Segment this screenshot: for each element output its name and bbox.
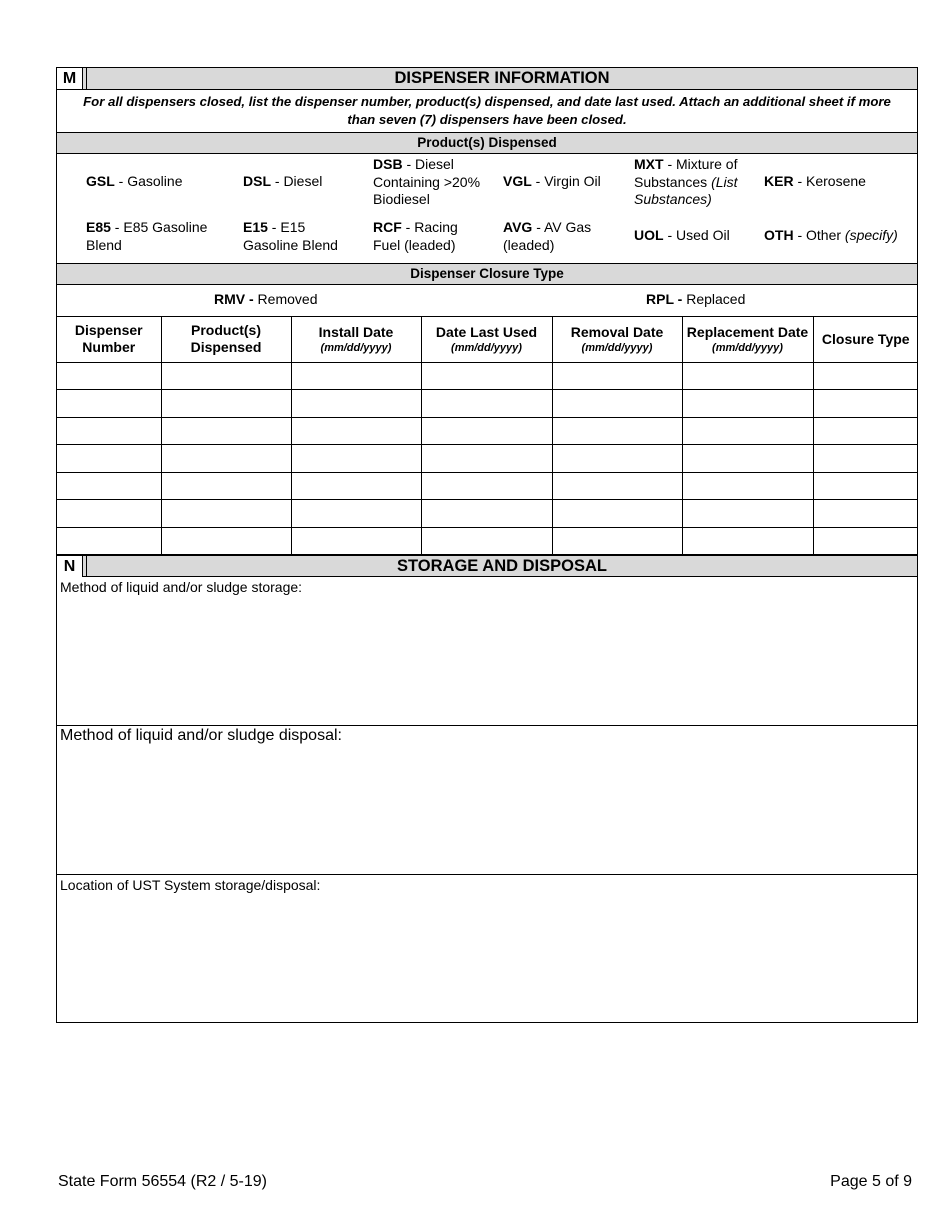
closure-type-cell[interactable] [813, 500, 918, 528]
product-code-item: E15 - E15 Gasoline Blend [243, 219, 338, 253]
product-code-item: OTH - Other (specify) [764, 227, 898, 243]
last-used-cell[interactable] [421, 472, 552, 500]
product-codes-legend [57, 154, 917, 264]
products-cell[interactable] [161, 390, 291, 418]
removal-date-cell[interactable] [552, 500, 682, 528]
field-label: Location of UST System storage/disposal: [60, 877, 321, 893]
table-row [57, 527, 918, 555]
products-cell[interactable] [161, 417, 291, 445]
closure-type-cell[interactable] [813, 362, 918, 390]
column-header: Removal Date (mm/dd/yyyy) [552, 317, 682, 362]
dispenser-number-cell[interactable] [57, 472, 161, 500]
dispenser-number-cell[interactable] [57, 390, 161, 418]
table-row [57, 362, 918, 390]
field-label: Method of liquid and/or sludge storage: [60, 579, 303, 595]
replacement-date-cell[interactable] [682, 500, 813, 528]
install-date-cell[interactable] [291, 472, 421, 500]
product-code-item: DSL - Diesel [243, 173, 323, 189]
products-cell[interactable] [161, 500, 291, 528]
dispenser-storage-form [56, 67, 918, 1023]
last-used-cell[interactable] [421, 362, 552, 390]
column-header: Closure Type [813, 317, 918, 362]
closure-type-heading: Dispenser Closure Type [57, 264, 917, 285]
products-cell[interactable] [161, 527, 291, 555]
last-used-cell[interactable] [421, 390, 552, 418]
section-title: DISPENSER INFORMATION [394, 69, 610, 87]
column-header: Replacement Date (mm/dd/yyyy) [682, 317, 813, 362]
products-cell[interactable] [161, 472, 291, 500]
dispenser-table [57, 317, 918, 555]
instructions: For all dispensers closed, list the dispenser number, product(s) dispensed, and date last used. Attach an additional sheet if more than seven (7) dispensers have been closed. [57, 90, 917, 133]
section-letter: N [57, 556, 83, 577]
replacement-date-cell[interactable] [682, 362, 813, 390]
replacement-date-cell[interactable] [682, 527, 813, 555]
product-code-item: MXT - Mixture of Substances (List Substances) [634, 156, 738, 207]
table-header-row [57, 317, 918, 362]
products-cell[interactable] [161, 362, 291, 390]
dispenser-number-cell[interactable] [57, 445, 161, 473]
closure-type-cell[interactable] [813, 445, 918, 473]
section-title: STORAGE AND DISPOSAL [397, 557, 607, 575]
column-header: Install Date (mm/dd/yyyy) [291, 317, 421, 362]
removal-date-cell[interactable] [552, 390, 682, 418]
install-date-cell[interactable] [291, 362, 421, 390]
column-header: Dispenser Number [57, 317, 161, 362]
form-identifier: State Form 56554 (R2 / 5-19) [58, 1173, 267, 1190]
products-cell[interactable] [161, 445, 291, 473]
section-letter: M [57, 68, 83, 89]
products-heading: Product(s) Dispensed [57, 133, 917, 154]
table-row [57, 390, 918, 418]
removal-date-cell[interactable] [552, 445, 682, 473]
replacement-date-cell[interactable] [682, 445, 813, 473]
product-code-item: AVG - AV Gas (leaded) [503, 219, 592, 253]
dispenser-number-cell[interactable] [57, 527, 161, 555]
closure-type-item: RMV - Removed [214, 291, 318, 307]
dispenser-number-cell[interactable] [57, 362, 161, 390]
closure-type-cell[interactable] [813, 390, 918, 418]
removal-date-cell[interactable] [552, 362, 682, 390]
install-date-cell[interactable] [291, 445, 421, 473]
disposal-method-field[interactable] [57, 725, 917, 874]
closure-type-cell[interactable] [813, 527, 918, 555]
column-header: Date Last Used (mm/dd/yyyy) [421, 317, 552, 362]
removal-date-cell[interactable] [552, 417, 682, 445]
install-date-cell[interactable] [291, 417, 421, 445]
last-used-cell[interactable] [421, 445, 552, 473]
column-header: Product(s) Dispensed [161, 317, 291, 362]
product-code-item: UOL - Used Oil [634, 227, 730, 243]
install-date-cell[interactable] [291, 390, 421, 418]
closure-type-cell[interactable] [813, 472, 918, 500]
storage-method-field[interactable] [57, 577, 917, 725]
last-used-cell[interactable] [421, 417, 552, 445]
section-m-header [57, 68, 917, 90]
dispenser-number-cell[interactable] [57, 500, 161, 528]
product-code-item: KER - Kerosene [764, 173, 866, 189]
product-code-item: VGL - Virgin Oil [503, 173, 601, 189]
closure-type-cell[interactable] [813, 417, 918, 445]
product-code-item: GSL - Gasoline [86, 173, 183, 189]
product-code-item: RCF - Racing Fuel (leaded) [373, 219, 458, 253]
section-n-header [57, 555, 917, 577]
last-used-cell[interactable] [421, 500, 552, 528]
table-row [57, 500, 918, 528]
ust-location-field[interactable] [57, 874, 917, 1022]
closure-type-legend [57, 285, 917, 317]
replacement-date-cell[interactable] [682, 472, 813, 500]
page-number: Page 5 of 9 [830, 1173, 912, 1190]
install-date-cell[interactable] [291, 527, 421, 555]
table-row [57, 472, 918, 500]
removal-date-cell[interactable] [552, 472, 682, 500]
dispenser-number-cell[interactable] [57, 417, 161, 445]
table-row [57, 445, 918, 473]
table-row [57, 417, 918, 445]
product-code-item: DSB - Diesel Containing >20% Biodiesel [373, 156, 481, 207]
last-used-cell[interactable] [421, 527, 552, 555]
replacement-date-cell[interactable] [682, 390, 813, 418]
closure-type-item: RPL - Replaced [646, 291, 746, 307]
removal-date-cell[interactable] [552, 527, 682, 555]
replacement-date-cell[interactable] [682, 417, 813, 445]
field-label: Method of liquid and/or sludge disposal: [60, 727, 342, 744]
install-date-cell[interactable] [291, 500, 421, 528]
product-code-item: E85 - E85 Gasoline Blend [86, 219, 208, 253]
